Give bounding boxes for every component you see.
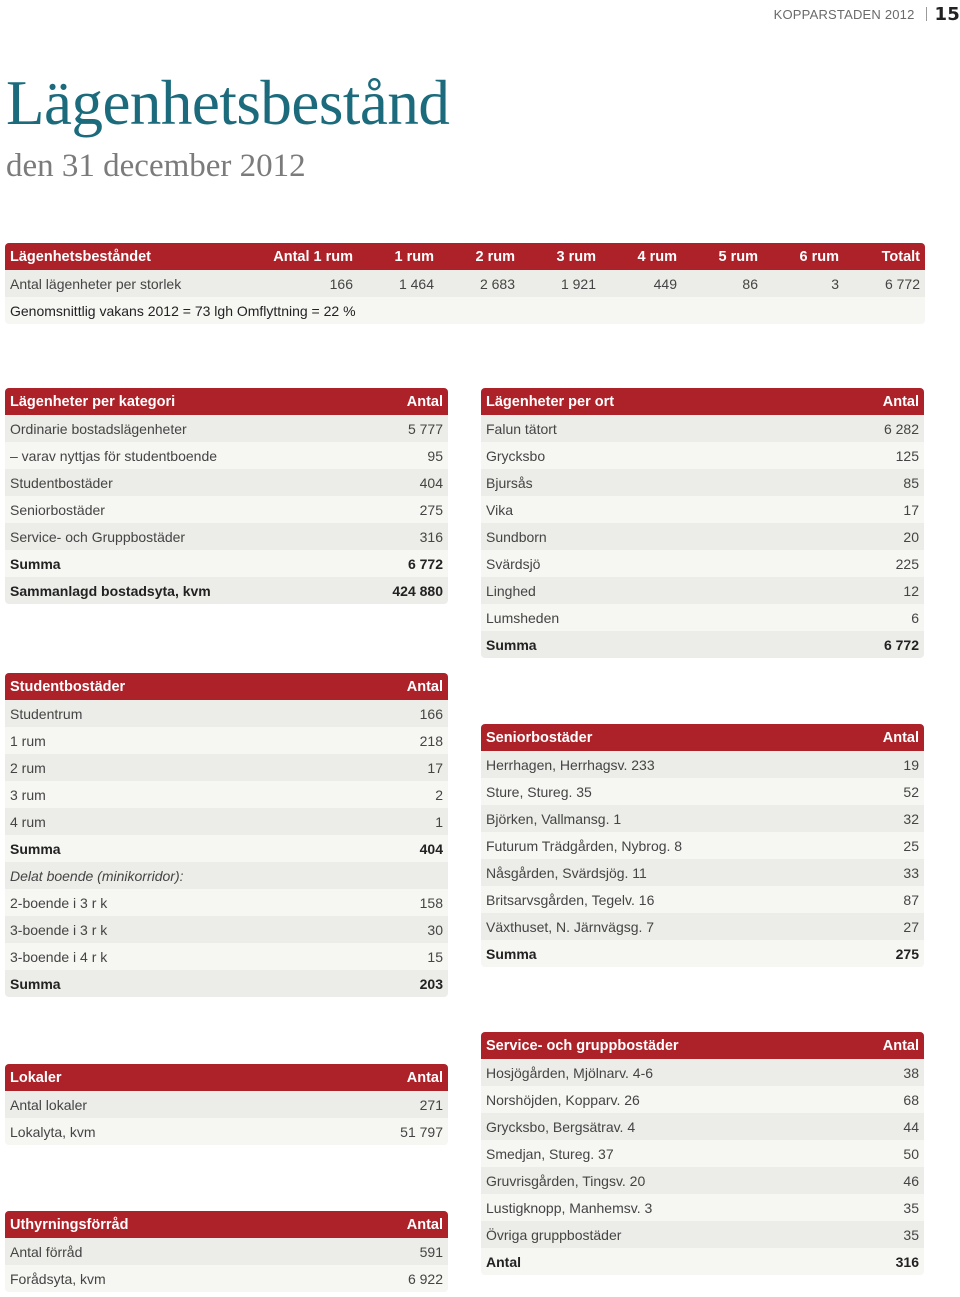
cell: 86 [742, 275, 758, 292]
row-value: 275 [419, 501, 443, 518]
column-header: Antal [406, 678, 443, 695]
table-row [5, 916, 448, 943]
table-row [481, 1167, 924, 1194]
table-row [481, 913, 924, 940]
table-row [481, 778, 924, 805]
main-header-label: Lägenhetsbeståndet [10, 248, 151, 265]
table-row [481, 577, 924, 604]
sum-value: 203 [419, 975, 443, 992]
row-value: 35 [903, 1199, 919, 1216]
row-label: 2 rum [10, 759, 46, 776]
row-value: 125 [895, 447, 919, 464]
storage-table [5, 1211, 448, 1292]
table-row [5, 1091, 448, 1118]
column-header: Antal [882, 393, 919, 410]
student-table-header [5, 673, 448, 700]
table-row [481, 1059, 924, 1086]
row-label: 2-boende i 3 r k [10, 894, 108, 911]
table-row [5, 469, 448, 496]
shared-housing-label-row [5, 862, 448, 889]
row-value: 166 [419, 705, 443, 722]
table-row [481, 1086, 924, 1113]
cell: 1 921 [560, 275, 596, 292]
premises-table-header [5, 1064, 448, 1091]
row-label: Falun tätort [486, 420, 557, 437]
row-value: 68 [903, 1091, 919, 1108]
row-label: – varav nyttjas för studentboende [10, 447, 218, 464]
service-housing-table [481, 1032, 924, 1275]
sum-row [5, 550, 448, 577]
row-label: Service- och Gruppbostäder [10, 528, 186, 545]
sum-row [5, 835, 448, 862]
table-row [481, 442, 924, 469]
category-table [5, 388, 448, 604]
row-label: 4 rum [10, 813, 46, 830]
category-table-header [5, 388, 448, 415]
row-label: Grycksbo [486, 447, 546, 464]
table-row [5, 523, 448, 550]
main-table [5, 243, 925, 324]
table-row [5, 727, 448, 754]
sum-value: 6 772 [407, 555, 443, 572]
row-label: Bjursås [486, 474, 533, 491]
row-value: 15 [427, 948, 443, 965]
row-value: 158 [419, 894, 443, 911]
row-value: 404 [419, 474, 443, 491]
cell: 449 [653, 275, 677, 292]
row-label: Ordinarie bostadslägenheter [10, 420, 187, 437]
table-row [481, 523, 924, 550]
row-label: Norshöjden, Kopparv. 26 [486, 1091, 640, 1108]
row-label: Sundborn [486, 528, 547, 545]
table-row [5, 808, 448, 835]
row-value: 12 [903, 582, 919, 599]
service-table-header [481, 1032, 924, 1059]
table-title: Studentbostäder [10, 678, 126, 695]
storage-table-header [5, 1211, 448, 1238]
magazine-name: KOPPARSTADEN 2012 [773, 6, 915, 22]
row-label: Linghed [486, 582, 536, 599]
row-value: 35 [903, 1226, 919, 1243]
table-row [481, 550, 924, 577]
column-header: Antal [406, 1069, 443, 1086]
row-label: Vika [486, 501, 513, 518]
table-title: Seniorbostäder [486, 729, 593, 746]
table-row [5, 754, 448, 781]
table-row [481, 805, 924, 832]
row-value: 17 [903, 501, 919, 518]
row-value: 6 922 [407, 1270, 443, 1287]
cell: 166 [329, 275, 353, 292]
sum-value: 316 [895, 1253, 919, 1270]
table-title: Service- och gruppbostäder [486, 1037, 679, 1054]
row-label: Seniorbostäder [10, 501, 105, 518]
table-row [481, 859, 924, 886]
row-value: 32 [903, 810, 919, 827]
location-table-header [481, 388, 924, 415]
sum-row [481, 1248, 924, 1275]
row-label: Herrhagen, Herrhagsv. 233 [486, 756, 655, 773]
row-label: Lustigknopp, Manhemsv. 3 [486, 1199, 653, 1216]
row-label: Lumsheden [486, 609, 560, 626]
row-label: Forådsyta, kvm [10, 1270, 106, 1287]
main-header-col: Totalt [881, 248, 920, 265]
page-title: Lägenhetsbestånd [6, 68, 450, 138]
row-label: Nåsgården, Svärdsjög. 11 [486, 864, 647, 881]
sum-label: Summa [486, 945, 537, 962]
table-row [5, 889, 448, 916]
student-housing-table [5, 673, 448, 997]
row-label: Studentbostäder [10, 474, 113, 491]
table-row [481, 832, 924, 859]
row-label: 3-boende i 3 r k [10, 921, 108, 938]
area-row [5, 577, 448, 604]
sum-label: Summa [10, 975, 61, 992]
vacancy-note-row [5, 297, 925, 324]
sum-label: Summa [486, 636, 537, 653]
row-label: Björken, Vallmansg. 1 [486, 810, 622, 827]
row-value: 218 [419, 732, 443, 749]
row-label: Antal förråd [10, 1243, 83, 1260]
row-value: 44 [903, 1118, 919, 1135]
row-value: 33 [903, 864, 919, 881]
table-row [481, 1140, 924, 1167]
cell: 2 683 [479, 275, 515, 292]
page-subtitle: den 31 december 2012 [6, 148, 306, 184]
row-value: 51 797 [400, 1123, 443, 1140]
row-value: 17 [427, 759, 443, 776]
vacancy-note: Genomsnittlig vakans 2012 = 73 lgh Omflyttning = 22 % [10, 302, 356, 319]
row-value: 46 [903, 1172, 919, 1189]
table-row [5, 496, 448, 523]
sum-label: Summa [10, 555, 61, 572]
row-label: Smedjan, Stureg. 37 [486, 1145, 614, 1162]
main-header-col: 5 rum [718, 248, 758, 265]
table-row [5, 943, 448, 970]
main-header-col: 6 rum [799, 248, 839, 265]
senior-table-header [481, 724, 924, 751]
row-value: 19 [903, 756, 919, 773]
header-divider [926, 7, 927, 21]
row-value: 6 282 [883, 420, 919, 437]
table-row [481, 886, 924, 913]
row-label: Antal lägenheter per storlek [10, 275, 182, 292]
shared-housing-label: Delat boende (minikorridor): [10, 867, 184, 884]
row-value: 95 [427, 447, 443, 464]
table-row [481, 604, 924, 631]
table-row [5, 1118, 448, 1145]
row-value: 591 [419, 1243, 443, 1260]
column-header: Antal [406, 1216, 443, 1233]
table-row [481, 1194, 924, 1221]
row-label: Lokalyta, kvm [10, 1123, 96, 1140]
sum-value: 404 [419, 840, 443, 857]
location-table [481, 388, 924, 658]
main-header-col: 4 rum [637, 248, 677, 265]
table-row [481, 469, 924, 496]
sum-label: Antal [486, 1253, 521, 1270]
row-label: Antal lokaler [10, 1096, 88, 1113]
table-row [481, 496, 924, 523]
table-row [481, 415, 924, 442]
table-row [5, 442, 448, 469]
table-title: Lägenheter per kategori [10, 393, 176, 410]
row-label: Växthuset, N. Järnvägsg. 7 [486, 918, 655, 935]
row-label: Grycksbo, Bergsätrav. 4 [486, 1118, 636, 1135]
cell: 1 464 [398, 275, 434, 292]
row-value: 30 [427, 921, 443, 938]
area-label: Sammanlagd bostadsyta, kvm [10, 582, 211, 599]
row-label: 3-boende i 4 r k [10, 948, 108, 965]
main-table-header [5, 243, 925, 270]
table-title: Uthyrningsförråd [10, 1216, 129, 1233]
table-row [481, 1221, 924, 1248]
row-label: Övriga gruppbostäder [486, 1226, 622, 1243]
row-value: 52 [903, 783, 919, 800]
main-header-col: 2 rum [475, 248, 515, 265]
row-label: Hosjögården, Mjölnarv. 4-6 [486, 1064, 654, 1081]
sum-value: 6 772 [883, 636, 919, 653]
main-header-col: 3 rum [556, 248, 596, 265]
table-row [481, 751, 924, 778]
row-value: 2 [435, 786, 443, 803]
row-value: 5 777 [407, 420, 443, 437]
row-value: 271 [419, 1096, 443, 1113]
row-value: 27 [903, 918, 919, 935]
row-label: Gruvrisgården, Tingsv. 20 [486, 1172, 646, 1189]
table-row [481, 1113, 924, 1140]
table-row [5, 1265, 448, 1292]
table-row [5, 415, 448, 442]
cell: 3 [831, 275, 839, 292]
main-header-col: 1 rum [394, 248, 434, 265]
column-header: Antal [882, 729, 919, 746]
sum-row [5, 970, 448, 997]
row-value: 316 [419, 528, 443, 545]
table-row [5, 270, 925, 297]
premises-table [5, 1064, 448, 1145]
row-value: 225 [895, 555, 919, 572]
page-number: 15 [934, 3, 960, 25]
table-row [5, 781, 448, 808]
sum-row [481, 940, 924, 967]
main-header-col: Antal 1 rum [273, 248, 353, 265]
row-value: 38 [903, 1064, 919, 1081]
table-row [5, 1238, 448, 1265]
sum-row [481, 631, 924, 658]
row-label: Futurum Trädgården, Nybrog. 8 [486, 837, 683, 854]
cell: 6 772 [884, 275, 920, 292]
row-value: 20 [903, 528, 919, 545]
row-value: 87 [903, 891, 919, 908]
row-label: Sture, Stureg. 35 [486, 783, 592, 800]
sum-value: 275 [895, 945, 919, 962]
table-row [5, 700, 448, 727]
area-value: 424 880 [392, 582, 443, 599]
column-header: Antal [882, 1037, 919, 1054]
row-label: Britsarvsgården, Tegelv. 16 [486, 891, 655, 908]
row-label: Studentrum [10, 705, 83, 722]
row-label: 1 rum [10, 732, 46, 749]
row-value: 6 [911, 609, 919, 626]
page-header [774, 2, 960, 26]
row-label: Svärdsjö [486, 555, 541, 572]
row-label: 3 rum [10, 786, 46, 803]
table-title: Lokaler [10, 1069, 62, 1086]
senior-housing-table [481, 724, 924, 967]
row-value: 85 [903, 474, 919, 491]
column-header: Antal [406, 393, 443, 410]
table-title: Lägenheter per ort [486, 393, 615, 410]
row-value: 50 [903, 1145, 919, 1162]
row-value: 25 [903, 837, 919, 854]
sum-label: Summa [10, 840, 61, 857]
row-value: 1 [435, 813, 443, 830]
